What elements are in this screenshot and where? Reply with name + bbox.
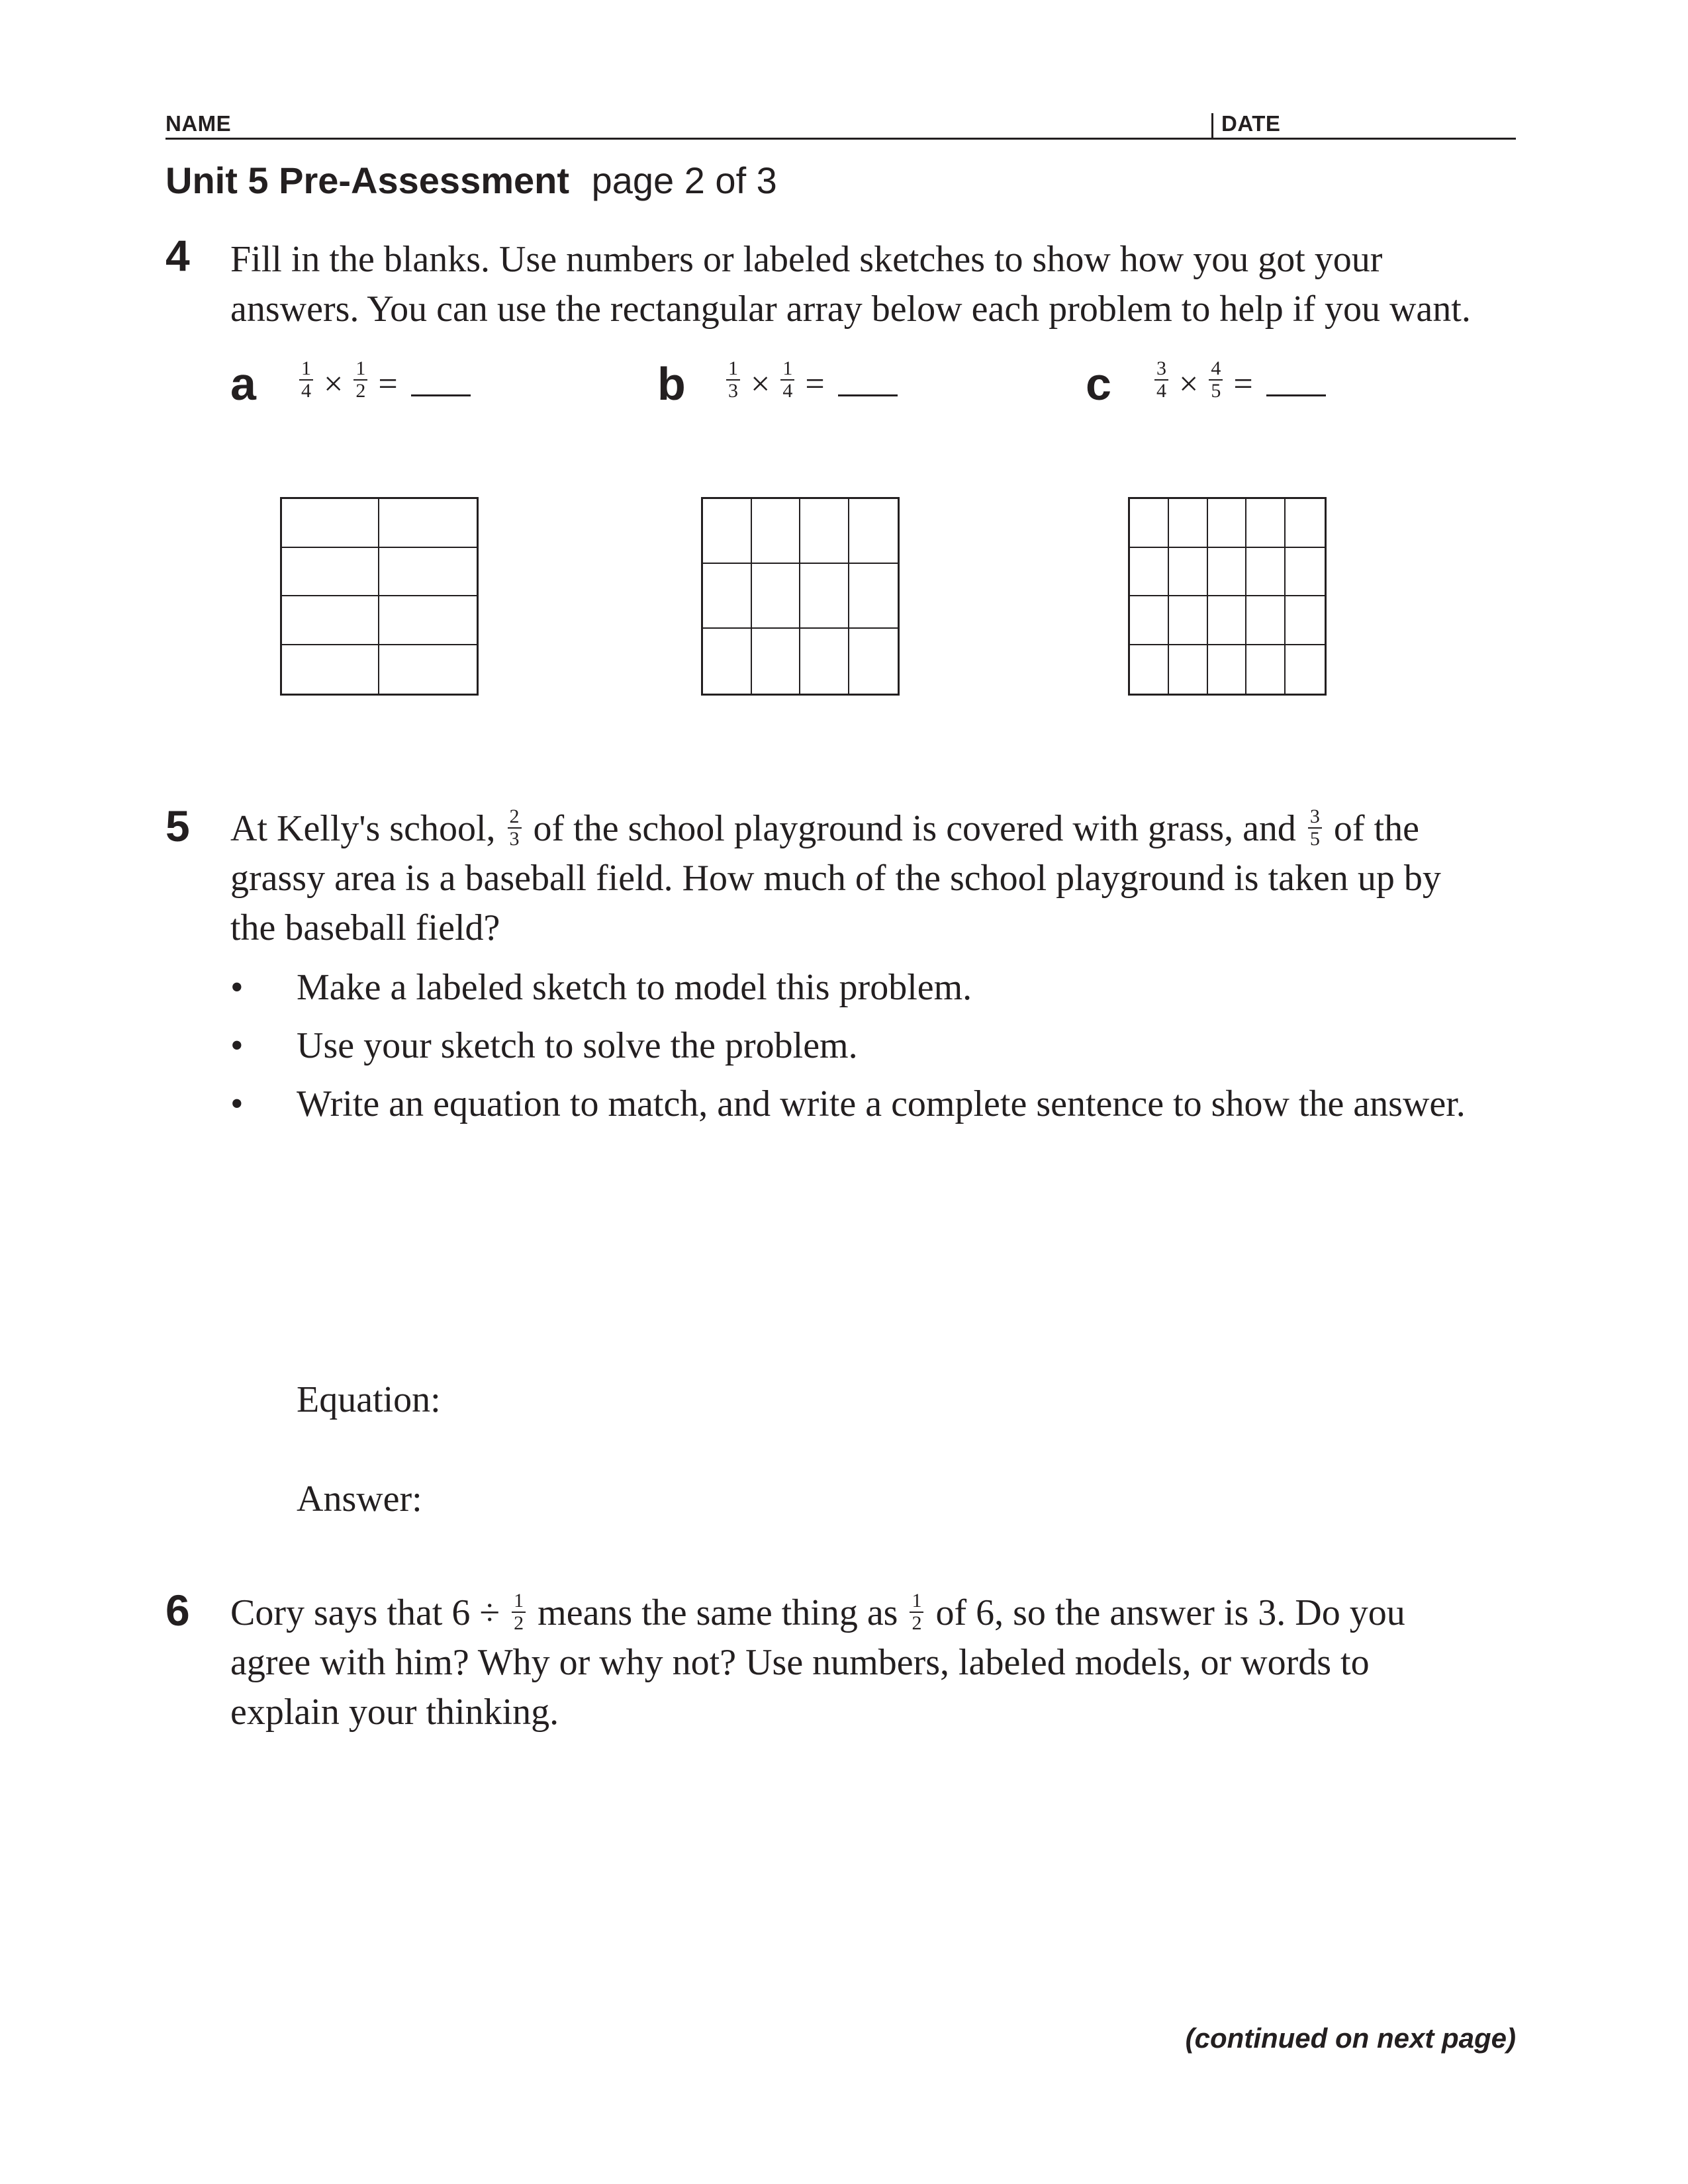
question-6-text xyxy=(230,1588,1528,1737)
q4-item-c-letter: c xyxy=(1086,358,1111,410)
name-label: NAME xyxy=(165,111,232,136)
page-title xyxy=(165,159,777,202)
title-page: page 2 of 3 xyxy=(591,159,777,201)
question-4-text xyxy=(230,235,1528,334)
question-5-line-3: the baseball field? xyxy=(230,907,500,949)
question-6-line-1: Cory says that 6 ÷ $\frac{1}{2}$ means the same thing as $\frac{1}{2}$ of 6, so the answer is 3. Do you xyxy=(230,1590,1405,1635)
q4-item-b-answer-blank[interactable] xyxy=(838,372,898,396)
q4-item-a-answer-blank[interactable] xyxy=(411,372,471,396)
title-unit: Unit 5 Pre-Assessment xyxy=(165,159,570,201)
date-label: DATE xyxy=(1221,111,1281,136)
q4-item-c-answer-blank[interactable] xyxy=(1266,372,1326,396)
fraction-one-half: $\frac{1}{2}$ xyxy=(910,1590,923,1634)
fraction-one-half: $\frac{1}{2}$ xyxy=(512,1590,526,1634)
name-date-separator xyxy=(1211,113,1213,140)
fraction-two-thirds: $\frac{2}{3}$ xyxy=(508,806,522,850)
question-4-number: 4 xyxy=(165,231,190,280)
fraction: $\frac{1}{2}$ xyxy=(353,358,367,402)
equation-label: Equation: xyxy=(297,1379,441,1420)
q4-item-c-expression: $\frac{3}{4}$ × $\frac{4}{5}$ = xyxy=(1152,362,1326,406)
q4-item-b xyxy=(657,357,898,410)
question-5-number: 5 xyxy=(165,801,190,850)
answer-label: Answer: xyxy=(297,1479,422,1520)
question-4-line-2: answers. You can use the rectangular array below each problem to help if you want. xyxy=(230,289,1471,330)
q4-item-a-expression: $\frac{1}{4}$ × $\frac{1}{2}$ = xyxy=(297,362,471,406)
question-4-line-1: Fill in the blanks. Use numbers or labeled sketches to show how you got your xyxy=(230,239,1383,280)
question-5-line-1: At Kelly's school, $\frac{2}{3}$ of the school playground is covered with grass, and $\frac{3}{5}$ of the xyxy=(230,805,1419,850)
bullet-item: • Write an equation to match, and write a complete sentence to show the answer. xyxy=(230,1083,1466,1124)
fraction: $\frac{4}{5}$ xyxy=(1209,358,1223,402)
q4-item-b-array-4x3[interactable] xyxy=(701,497,900,696)
q4-item-a-array-2x4[interactable] xyxy=(280,497,479,696)
question-6-line-3: explain your thinking. xyxy=(230,1692,559,1733)
question-6-line-2: agree with him? Why or why not? Use numbers, labeled models, or words to xyxy=(230,1642,1370,1684)
q4-item-c-array-5x4[interactable] xyxy=(1128,497,1327,696)
q4-item-b-letter: b xyxy=(657,358,686,410)
fraction: $\frac{1}{4}$ xyxy=(780,358,794,402)
header-rule xyxy=(165,138,1516,140)
question-5-bullets xyxy=(230,958,1528,1133)
question-5-line-2: grassy area is a baseball field. How much of the school playground is taken up by xyxy=(230,858,1441,899)
fraction: $\frac{3}{4}$ xyxy=(1154,358,1168,402)
question-6-number: 6 xyxy=(165,1586,190,1635)
continued-note: (continued on next page) xyxy=(1185,2023,1516,2054)
q4-item-a xyxy=(230,357,471,410)
bullet-item: • Make a labeled sketch to model this problem. xyxy=(230,967,972,1008)
bullet-item: • Use your sketch to solve the problem. xyxy=(230,1025,858,1066)
question-5-text xyxy=(230,804,1528,953)
q4-item-a-letter: a xyxy=(230,358,256,410)
fraction: $\frac{1}{3}$ xyxy=(726,358,740,402)
q4-item-c xyxy=(1086,357,1326,410)
fraction-three-fifths: $\frac{3}{5}$ xyxy=(1308,806,1322,850)
q4-item-b-expression: $\frac{1}{3}$ × $\frac{1}{4}$ = xyxy=(724,362,898,406)
fraction: $\frac{1}{4}$ xyxy=(299,358,313,402)
